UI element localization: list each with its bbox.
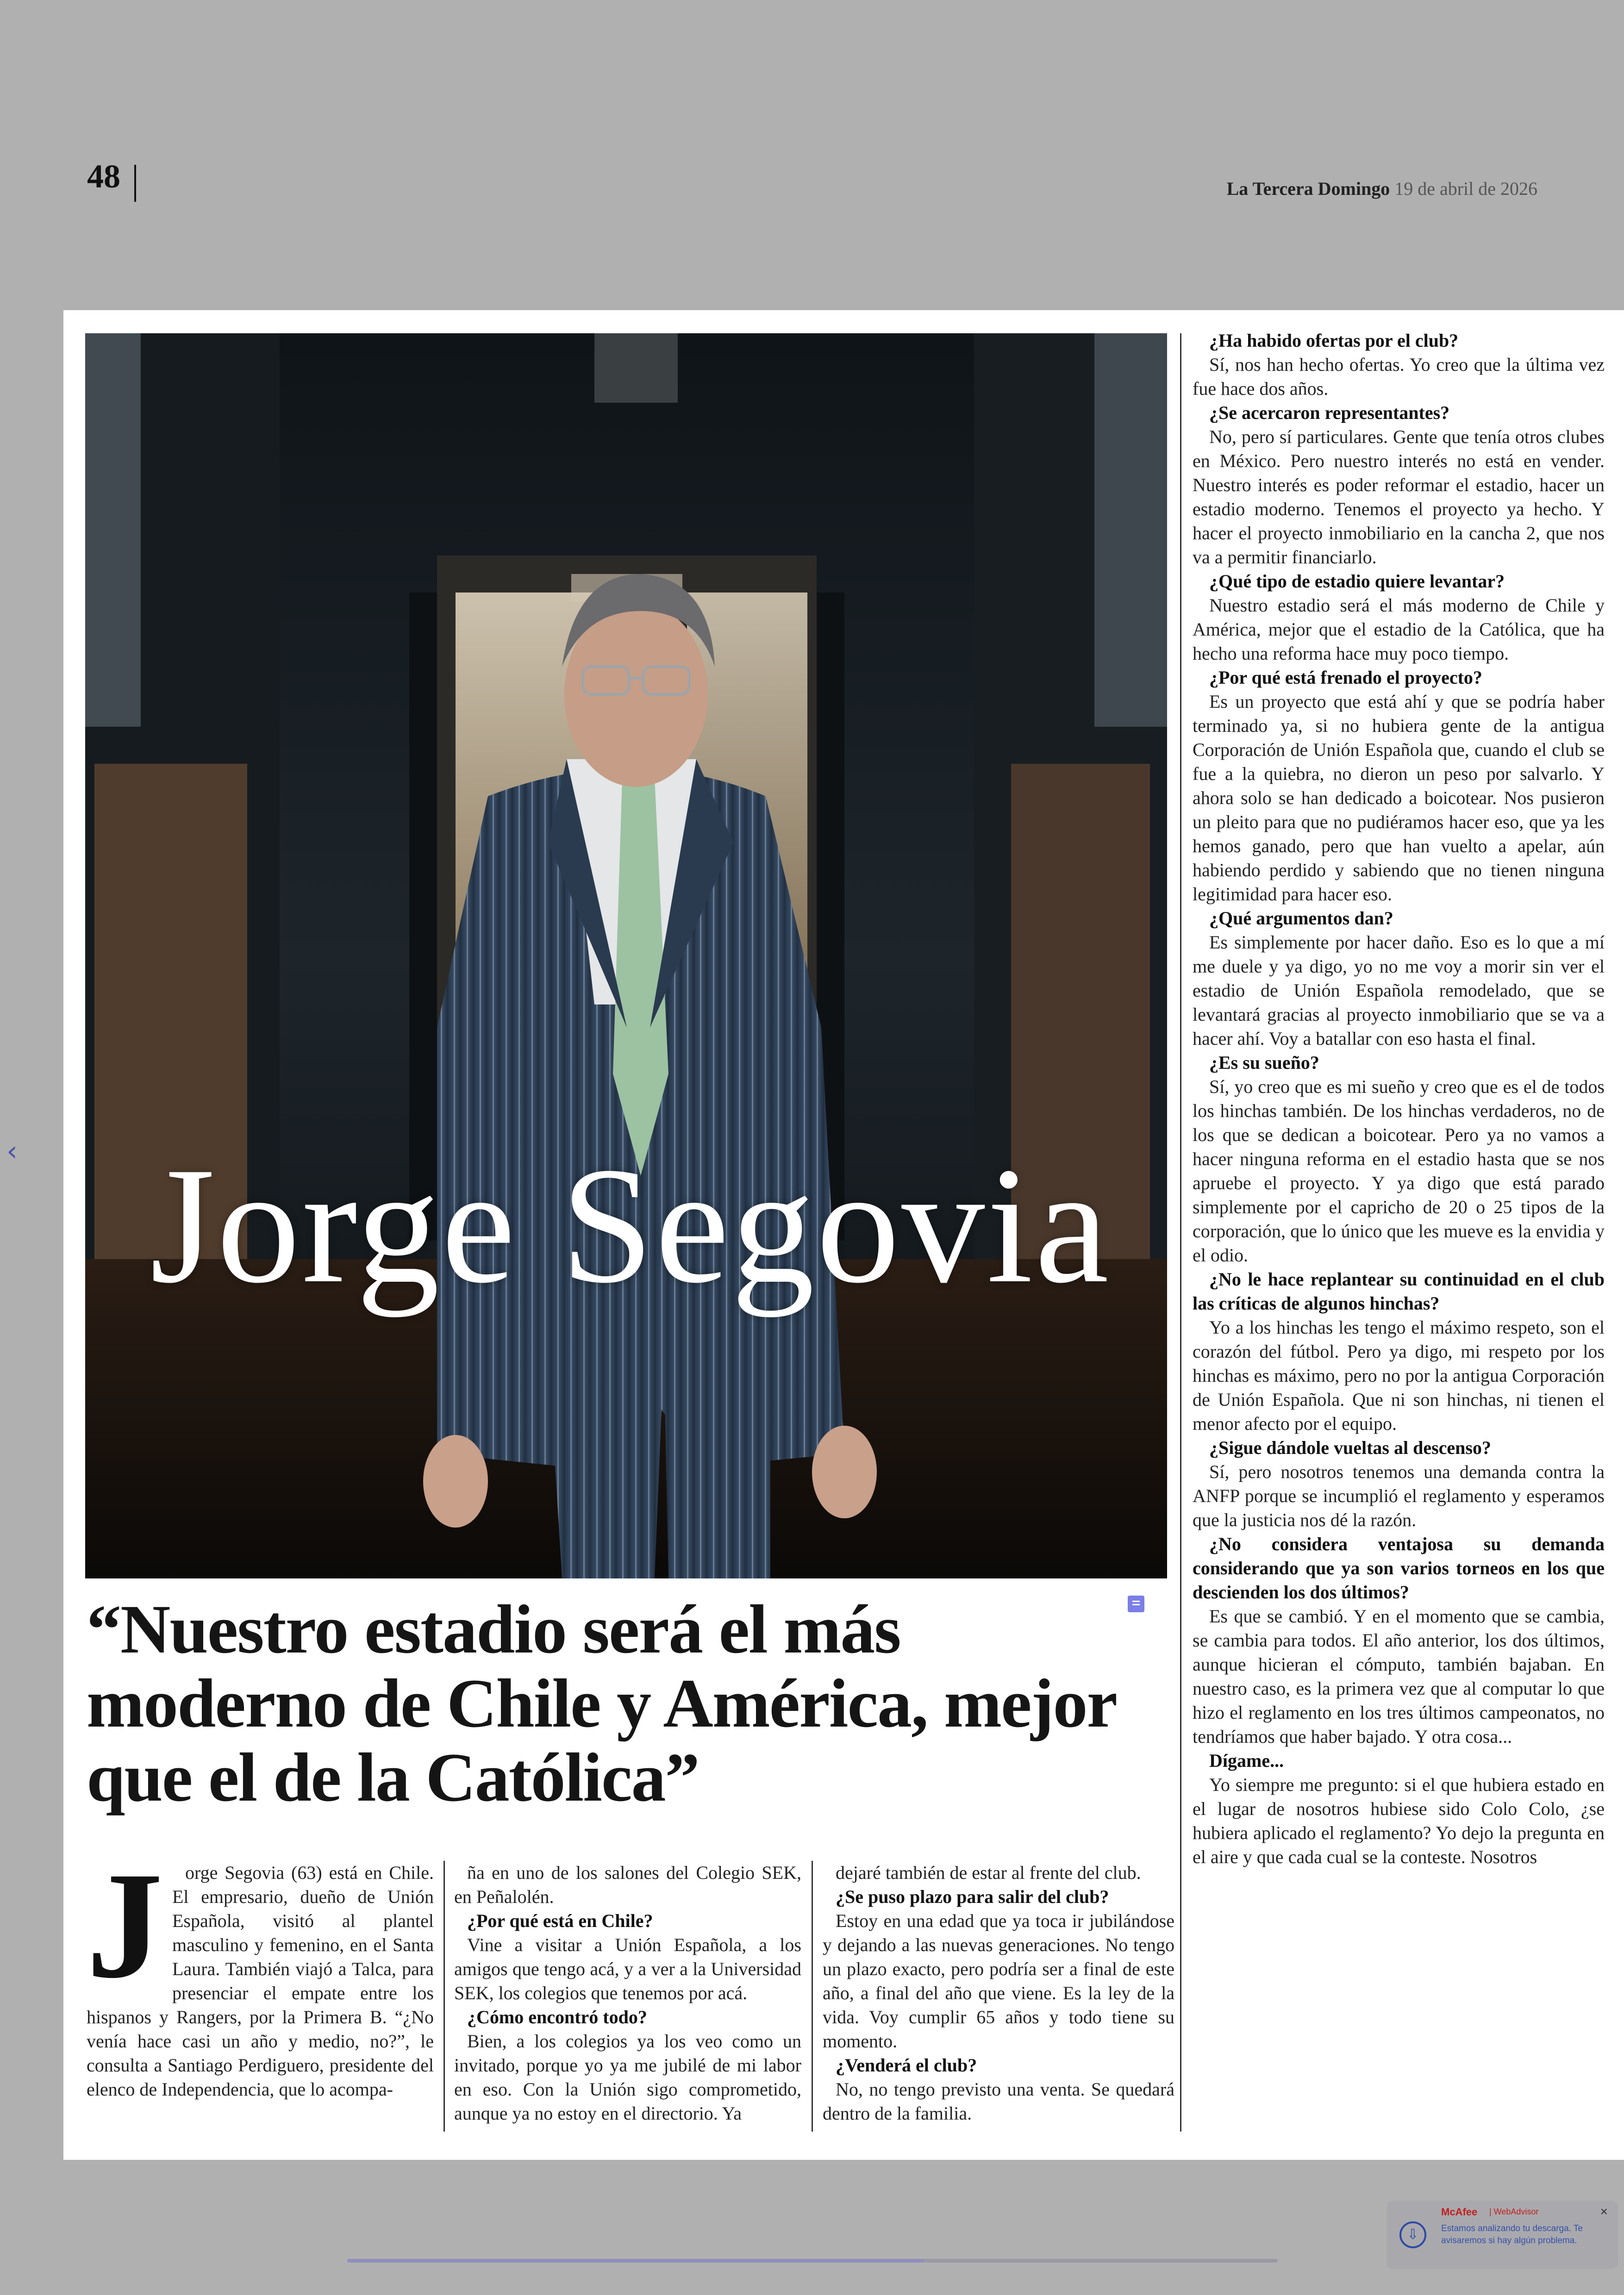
paragraph: dejaré también de estar al frente del club. (836, 1862, 1141, 1883)
toast-message: Estamos analizando tu descarga. Te avisaremos si hay algún problema. (1441, 2224, 1583, 2245)
toast-subtitle: | WebAdvisor (1489, 2207, 1539, 2216)
drop-cap: J (87, 1861, 163, 2010)
interview-question: Dígame... (1209, 1750, 1284, 1771)
article-column-2 (454, 1861, 801, 2139)
paragraph: Sí, yo creo que es mi sueño y creo que es el de todos los hinchas también. De los hinchas verdaderos, no de los que se dedican a boicotear. Pero ya no vamos a hacer ninguna reforma en el estadio hasta que se nos apruebe el proyecto. Y ya digo que está parado simplemente por el capricho de 20 o 25 tipos de la corporación, que lo único que les mueve es la envidia y el odio. (1193, 1076, 1605, 1266)
paragraph: Es que se cambió. Y en el momento que se cambia, se cambia para todos. El año anterior, los dos últimos, aunque hicieran el cómputo, también bajaban. En nuestro caso, es la primera vez que al computar lo que hizo el reglamento en los tres últimos campeonatos, no tendríamos que haber bajado. Y otra cosa... (1193, 1606, 1605, 1747)
page-number: 48 (87, 158, 120, 195)
paragraph: ña en uno de los salones del Colegio SEK, en Peñalolén. (454, 1862, 801, 1907)
close-icon[interactable]: × (1600, 2204, 1608, 2219)
header-divider (134, 165, 136, 202)
interview-question: ¿Por qué está frenado el proyecto? (1209, 667, 1482, 688)
interview-question: ¿Cómo encontró todo? (467, 2007, 647, 2027)
portrait-photo (85, 333, 1167, 1578)
paragraph: Vine a visitar a Unión Española, a los amigos que tengo acá, y a ver a la Universidad SEK, los colegios que tenemos por acá. (454, 1934, 801, 2003)
paragraph: No, no tengo previsto una venta. Se quedará dentro de la familia. (823, 2079, 1174, 2124)
paragraph: Es un proyecto que está ahí y que se podría haber terminado ya, si no hubiera gente de la antigua Corporación de Unión Española que, cuando el club se fue a la quiebra, no dieron un peso por salvarlo. Y ahora solo se han dedicado a boicotear. Nos pusieron un pleito para que no pudiéramos hacer eso, que ya les hemos ganado, pero que han vuelto a apelar, aún habiendo perdido y sabiendo que no tienen ninguna legitimidad para hacer eso. (1193, 691, 1605, 904)
reading-progress-fill (347, 2259, 924, 2263)
interview-question: ¿No considera ventajosa su demanda considerando que ya son varios torneos en los que descienden los dos últimos? (1193, 1534, 1605, 1603)
article-column-1 (87, 1861, 434, 2139)
column-divider (443, 1861, 445, 2132)
paragraph: Es simplemente por hacer daño. Eso es lo que a mí me duele y ya digo, yo no me voy a morir sin ver el estadio de Unión Española remodelado, que se levantará gracias al proyecto inmobiliario que se va a hacer ahí. Voy a batallar con eso hasta el final. (1193, 932, 1605, 1049)
publication-name: La Tercera Domingo (1226, 178, 1390, 199)
interview-question: ¿Qué tipo de estadio quiere levantar? (1209, 571, 1505, 592)
interview-question: ¿Por qué está en Chile? (467, 1910, 653, 1931)
download-scan-toast (1387, 2201, 1618, 2269)
interview-question: ¿Qué argumentos dan? (1209, 908, 1393, 929)
interview-question: ¿Venderá el club? (836, 2055, 977, 2076)
interview-question: ¿No le hace replantear su continuidad en el club las críticas de algunos hinchas? (1193, 1269, 1605, 1314)
interview-question: ¿Ha habido ofertas por el club? (1209, 330, 1459, 351)
newspaper-page (63, 310, 1624, 2160)
interview-question: ¿Se acercaron representantes? (1209, 402, 1450, 423)
previous-page-arrow[interactable]: ‹ (6, 1135, 18, 1167)
paragraph: No, pero sí particulares. Gente que tenía otros clubes en México. Pero nuestro interés no está en vender. Nuestro interés es poder reformar el estadio, hacer un estadio moderno. Tenemos el proyecto ya hecho. Y hacer el proyecto inmobiliario en la cancha 2, que nos va a permitir financiarlo. (1193, 426, 1605, 568)
right-column-divider (1180, 333, 1181, 2132)
paragraph: Sí, pero nosotros tenemos una demanda contra la ANFP porque se incumplió el reglamento y esperamos que la justicia nos dé la razón. (1193, 1461, 1605, 1530)
paragraph: Yo a los hinchas les tengo el máximo respeto, son el corazón del fútbol. Pero ya digo, mi respeto por los hinchas es máximo, pero no por la antigua Corporación de Unión Española. Que ni son hinchas, ni tienen el menor afecto por el equipo. (1193, 1317, 1605, 1434)
interview-question: ¿Es su sueño? (1209, 1052, 1319, 1073)
toast-brand: McAfee (1441, 2206, 1478, 2218)
column-divider (812, 1861, 813, 2132)
article-column-3 (823, 1861, 1174, 2139)
reading-progress-bar[interactable] (347, 2259, 1278, 2263)
paragraph: Estoy en una edad que ya toca ir jubilándose y dejando a las nuevas generaciones. No tengo un plazo exacto, pero podría ser a final de este año, a final del año que viene. Es la ley de la vida. Voy cumplir 65 años y todo tiene su momento. (823, 1910, 1174, 2052)
download-icon: ⇩ (1399, 2221, 1426, 2248)
paragraph: Nuestro estadio será el más moderno de Chile y América, mejor que el estadio de la Católica, que ha hecho una reforma hace muy poco tiempo. (1193, 595, 1605, 664)
masthead (1227, 178, 1537, 200)
paragraph: Bien, a los colegios ya los veo como un invitado, porque yo ya me jubilé de mi labor en eso. Con la Unión sigo comprometido, aunque ya no estoy en el directorio. Ya (454, 2031, 801, 2124)
paragraph: Sí, nos han hecho ofertas. Yo creo que la última vez fue hace dos años. (1193, 354, 1605, 399)
interview-question: ¿Sigue dándole vueltas al descenso? (1209, 1437, 1491, 1458)
paragraph: Yo siempre me pregunto: si el que hubiera estado en el lugar de nosotros hubiese sido Colo Colo, ¿se hubiera aplicado el reglamento? Yo dejo la pregunta en el aire y que cada cual se la conteste. Nosotros (1193, 1774, 1605, 1867)
portrait-illustration (85, 333, 1167, 1578)
interview-question: ¿Se puso plazo para salir del club? (836, 1886, 1109, 1907)
paragraph: orge Segovia (63) está en Chile. El empresario, dueño de Unión Española, visitó al plantel masculino y femenino, en el Santa Laura. También viajó a Talca, para presenciar el empate entre los hispanos y Rangers, por la Primera B. “¿No venía hace casi un año y medio, no?”, le consulta a Santiago Perdiguero, presidente del elenco de Independencia, que lo acompa- (87, 1862, 434, 2100)
article-headline: “Nuestro estadio será el más moderno de Chile y América, mejor que el de la Católica” (87, 1591, 1116, 1816)
photo-name-overlay: Jorge Segovia (150, 1133, 1111, 1317)
article-column-right (1193, 329, 1605, 2134)
publication-date: 19 de abril de 2026 (1394, 178, 1537, 199)
